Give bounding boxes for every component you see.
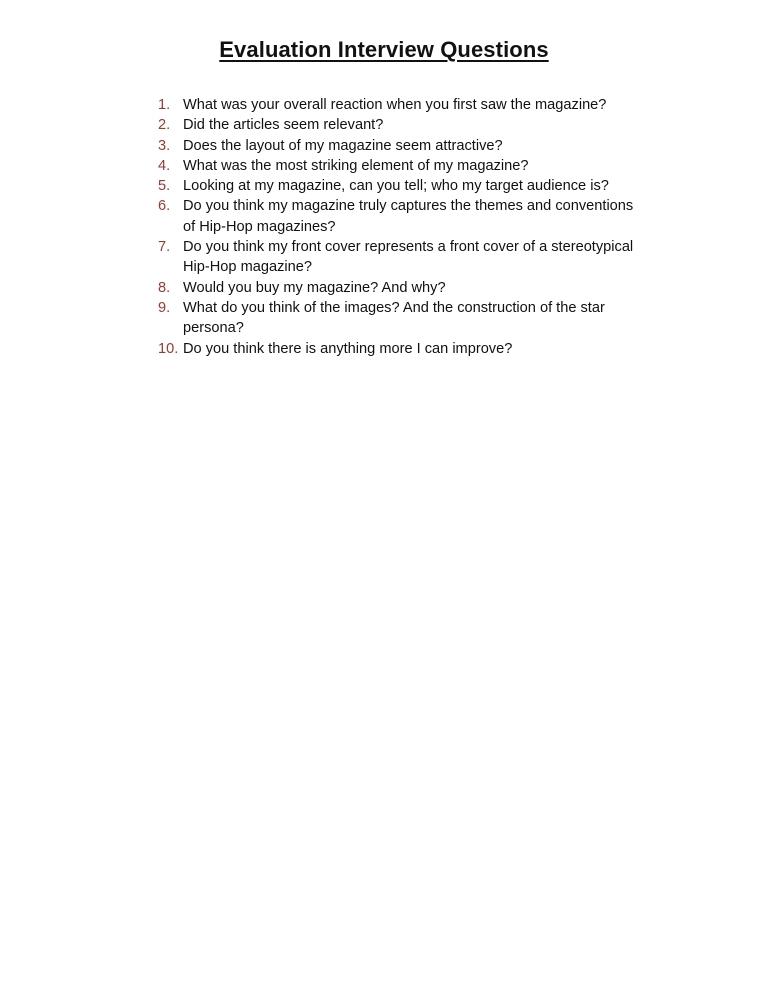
list-item	[158, 156, 638, 176]
list-number: 9.	[158, 299, 171, 316]
question-text: What was your overall reaction when you first saw the magazine?	[183, 97, 607, 113]
question-text: Did the articles seem relevant?	[183, 117, 384, 134]
list-number: 8.	[158, 279, 171, 296]
list-item	[158, 115, 638, 135]
list-item	[158, 278, 638, 298]
list-number: 10.	[158, 340, 179, 357]
list-item	[158, 176, 638, 196]
page-title: Evaluation Interview Questions	[219, 37, 549, 62]
question-text: Do you think my front cover represents a front cover of a stereotypical Hip-Hop magazine?	[183, 239, 634, 276]
list-item	[158, 136, 638, 156]
list-item	[158, 196, 638, 237]
list-number: 4.	[158, 157, 171, 174]
list-item	[158, 298, 638, 339]
question-text: Do you think there is anything more I can improve?	[183, 340, 513, 357]
list-number: 7.	[158, 239, 171, 256]
question-text: Would you buy my magazine? And why?	[183, 279, 446, 296]
question-text: Does the layout of my magazine seem attractive?	[183, 137, 503, 154]
list-item	[158, 237, 638, 278]
question-text: What was the most striking element of my magazine?	[183, 157, 529, 174]
question-text: Looking at my magazine, can you tell; who my target audience is?	[183, 178, 609, 195]
question-list	[158, 95, 638, 359]
question-text: What do you think of the images? And the construction of the star persona?	[183, 299, 605, 337]
question-text: Do you think my magazine truly captures the themes and conventions of Hip-Hop magazines?	[183, 198, 634, 235]
list-number: 1.	[158, 97, 171, 113]
list-item	[158, 95, 638, 115]
list-number: 5.	[158, 178, 171, 195]
list-number: 3.	[158, 137, 171, 154]
list-number: 6.	[158, 198, 171, 215]
list-item	[158, 339, 638, 359]
list-number: 2.	[158, 117, 171, 134]
